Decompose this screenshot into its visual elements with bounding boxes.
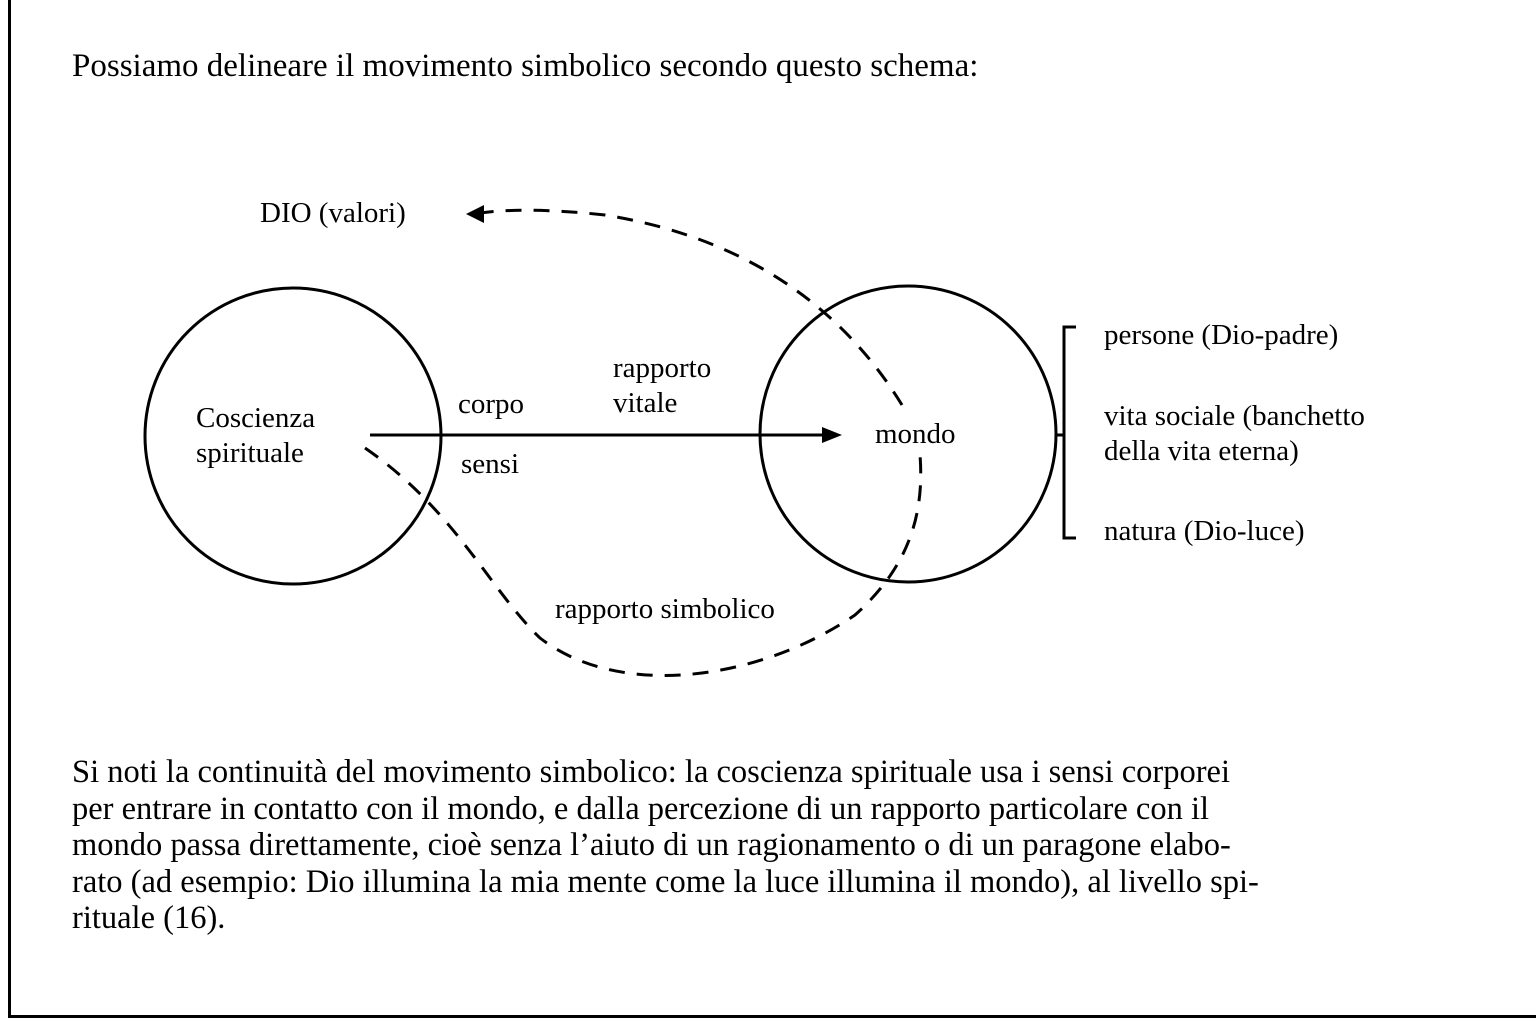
corpo-label: corpo	[458, 388, 525, 420]
paragraph-line: Si noti la continuità del movimento simbolico: la coscienza spirituale usa i sensi corporei	[72, 754, 1231, 790]
paragraph-line: mondo passa direttamente, cioè senza l’aiuto di un ragionamento o di un paragone elabo-	[72, 827, 1231, 863]
sensi-label: sensi	[461, 448, 519, 480]
bracket-item-natura: natura (Dio-luce)	[1104, 515, 1305, 547]
mondo-label: mondo	[875, 418, 956, 450]
intro-text: Possiamo delineare il movimento simbolico secondo questo schema:	[72, 48, 979, 84]
paragraph-line: per entrare in contatto con il mondo, e dalla percezione di un rapporto particolare con il	[72, 790, 1210, 827]
bracket-item-persone: persone (Dio-padre)	[1104, 319, 1339, 351]
vital-arrowhead	[822, 427, 842, 443]
rapporto-vitale-label-line2: vitale	[613, 387, 678, 419]
explanation-paragraph	[72, 754, 1502, 937]
symbolic-dashed-path	[365, 448, 921, 675]
dio-arrowhead	[466, 205, 484, 223]
paragraph-line: rituale (16).	[72, 900, 226, 936]
dio-label: DIO (valori)	[260, 197, 406, 229]
bracket-item-vita-eterna: della vita eterna)	[1104, 435, 1299, 467]
coscienza-label-line2: spirituale	[196, 437, 304, 469]
coscienza-label-line1: Coscienza	[196, 402, 316, 434]
rapporto-simbolico-label: rapporto simbolico	[555, 593, 775, 625]
bracket-item-vita-sociale: vita sociale (banchetto	[1104, 400, 1365, 432]
paragraph-line: rato (ad esempio: Dio illumina la mia mente come la luce illumina il mondo), al livello spi-	[72, 863, 1259, 900]
bracket	[1064, 327, 1076, 538]
rapporto-vitale-label-line1: rapporto	[613, 352, 712, 384]
